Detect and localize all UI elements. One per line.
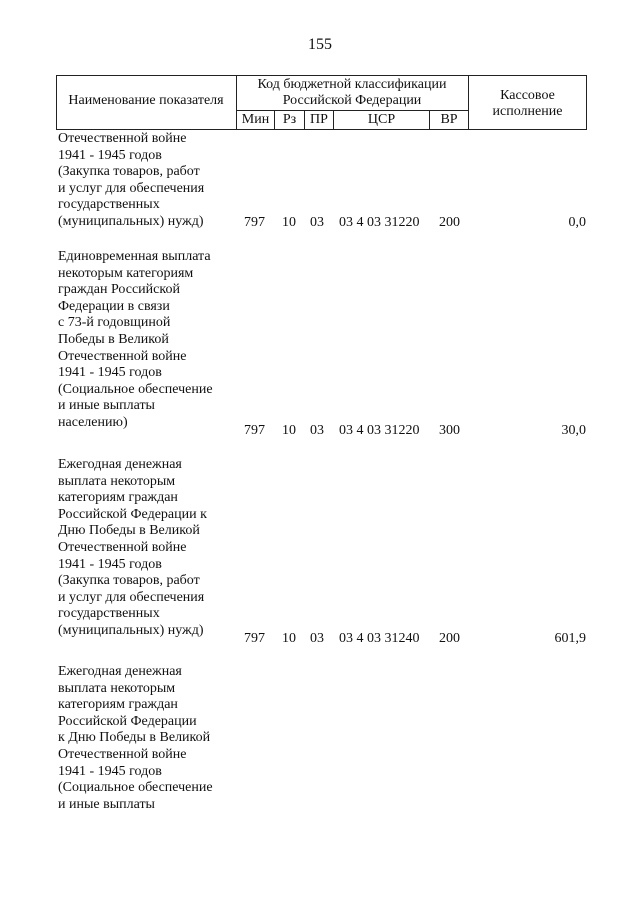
row-name-line: Единовременная выплата: [58, 249, 211, 264]
row-vr: 200: [439, 215, 460, 230]
header-left-border: [56, 75, 57, 130]
row-name-line: выплата некоторым: [58, 680, 176, 696]
row-csr: 03 4 03 31220: [339, 215, 420, 230]
row-name-line: Российской Федерации к: [58, 506, 207, 522]
header-col-rz: Рз: [282, 112, 297, 127]
row-name-line: (муниципальных) нужд): [58, 213, 204, 229]
row-sum: 30,0: [561, 423, 586, 438]
row-name-line: Российской Федерации: [58, 713, 197, 729]
row-name-line: 1941 - 1945 годов: [58, 556, 162, 572]
header-col-csr: ЦСР: [367, 112, 396, 127]
row-name-line: и услуг для обеспечения: [58, 589, 205, 605]
row-pr: 03: [310, 215, 324, 230]
row-sum: 0,0: [568, 215, 586, 230]
row-pr: 03: [310, 423, 324, 438]
row-name: [58, 457, 238, 640]
row-rz: 10: [282, 423, 296, 438]
row-min: 797: [244, 631, 265, 646]
row-name-line: государственных: [58, 197, 160, 213]
row-name-line: Отечественной войне: [58, 539, 187, 555]
row-name-line: Победы в Великой: [58, 331, 169, 347]
row-name-line: Отечественной войне: [58, 746, 187, 762]
row-name-line: 1941 - 1945 годов: [58, 365, 162, 381]
row-name-line: Дню Победы в Великой: [58, 523, 200, 539]
row-name-line: государственных: [58, 606, 160, 622]
row-sum: 601,9: [554, 631, 586, 646]
row-name-line: граждан Российской: [58, 282, 180, 298]
row-name-line: Ежегодная денежная: [58, 457, 182, 472]
row-rz: 10: [282, 631, 296, 646]
row-name-line: Ежегодная денежная: [58, 664, 182, 679]
row-name-line: с 73-й годовщиной: [58, 315, 171, 331]
row-name: [58, 249, 238, 432]
header-code-line-1: Код бюджетной классификации: [257, 77, 447, 92]
row-name-line: 1941 - 1945 годов: [58, 147, 162, 163]
header-subcol-divider: [236, 110, 468, 111]
row-name-line: (Закупка товаров, работ: [58, 164, 200, 180]
row-rz: 10: [282, 215, 296, 230]
header-top-border: [56, 75, 586, 76]
header-bottom-border: [56, 129, 586, 130]
row-csr: 03 4 03 31240: [339, 631, 420, 646]
row-name-line: выплата некоторым: [58, 473, 176, 489]
header-name-col: Наименование показателя: [68, 93, 224, 108]
row-csr: 03 4 03 31220: [339, 423, 420, 438]
row-name-line: Федерации в связи: [58, 298, 170, 314]
row-name: [58, 131, 238, 231]
row-min: 797: [244, 423, 265, 438]
row-name-line: и иные выплаты: [58, 796, 155, 812]
row-vr: 300: [439, 423, 460, 438]
row-name-line: (Социальное обеспечение: [58, 381, 213, 397]
row-name-line: 1941 - 1945 годов: [58, 763, 162, 779]
header-cash-line-2: исполнение: [492, 104, 563, 119]
row-name-line: и иные выплаты: [58, 398, 155, 414]
row-name-line: Отечественной войне: [58, 348, 187, 364]
header-col-vr: ВР: [440, 112, 458, 127]
row-name-line: (муниципальных) нужд): [58, 622, 204, 638]
row-name: [58, 664, 238, 813]
row-name-line: (Закупка товаров, работ: [58, 573, 200, 589]
row-name-line: и услуг для обеспечения: [58, 180, 205, 196]
row-name-line: (Социальное обеспечение: [58, 780, 213, 796]
header-right-border: [586, 75, 587, 130]
row-name-line: населению): [58, 414, 128, 430]
header-cash-line-1: Кассовое: [500, 88, 555, 103]
row-name-line: к Дню Победы в Великой: [58, 730, 211, 746]
page-number: 155: [308, 36, 332, 53]
row-name-line: категориям граждан: [58, 697, 178, 713]
row-vr: 200: [439, 631, 460, 646]
header-col-pr: ПР: [310, 112, 328, 127]
header-code-line-2: Российской Федерации: [282, 93, 422, 108]
row-name-line: некоторым категориям: [58, 265, 194, 281]
row-name-line: Отечественной войне: [58, 131, 187, 146]
header-col-min: Мин: [241, 112, 270, 127]
row-name-line: категориям граждан: [58, 490, 178, 506]
row-pr: 03: [310, 631, 324, 646]
row-min: 797: [244, 215, 265, 230]
